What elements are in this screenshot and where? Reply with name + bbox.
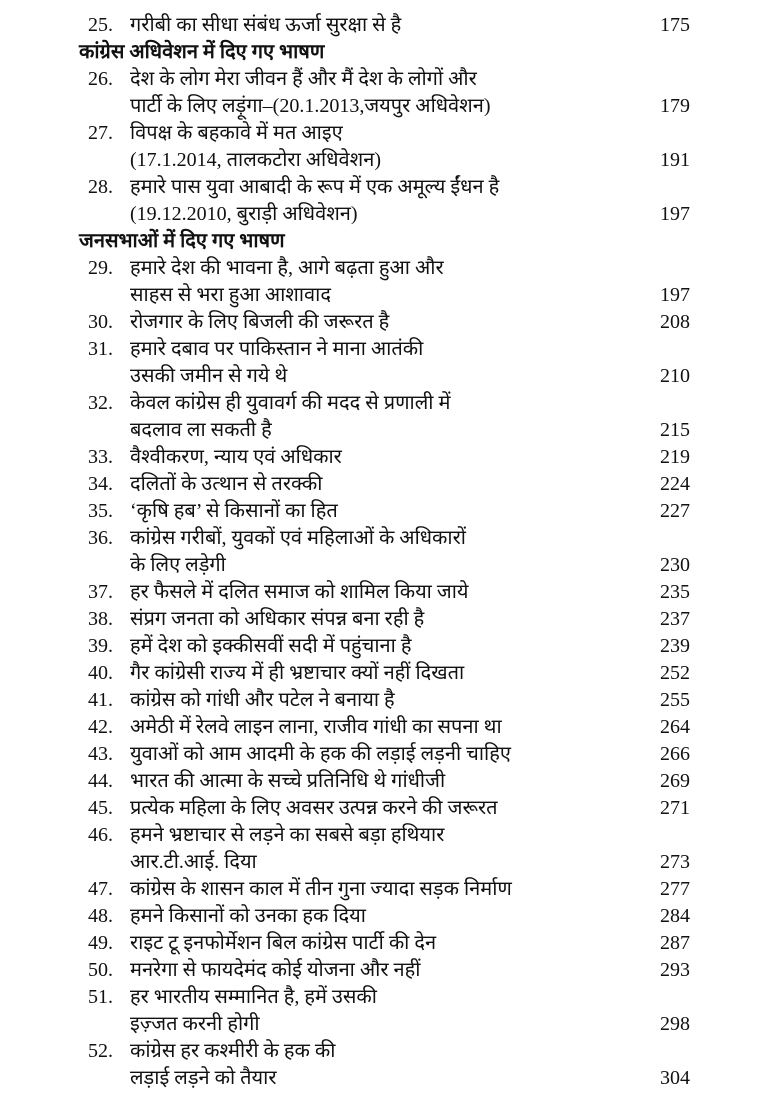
entry-title: हर फैसले में दलित समाज को शामिल किया जाये: [130, 581, 469, 603]
entry-page-number: 210: [660, 365, 690, 387]
entry-title: हर भारतीय सम्मानित है, हमें उसकी: [130, 986, 377, 1008]
entry-title: हमारे दबाव पर पाकिस्तान ने माना आतंकी: [130, 338, 424, 360]
toc-entry: [0, 606, 780, 633]
entry-page-number: 224: [660, 473, 690, 495]
entry-number: 32.: [88, 392, 113, 414]
section-heading: कांग्रेस अधिवेशन में दिए गए भाषण: [79, 41, 325, 63]
entry-page-number: 230: [660, 554, 690, 576]
entry-number: 29.: [88, 257, 113, 279]
toc-entry-continuation: [0, 93, 780, 120]
section-heading-row: [0, 39, 780, 66]
entry-title: बदलाव ला सकती है: [130, 419, 272, 441]
section-heading: जनसभाओं में दिए गए भाषण: [79, 230, 285, 252]
entry-page-number: 191: [660, 149, 690, 171]
toc-entry: [0, 444, 780, 471]
entry-number: 34.: [88, 473, 113, 495]
entry-page-number: 175: [660, 14, 690, 36]
entry-title: गरीबी का सीधा संबंध ऊर्जा सुरक्षा से है: [130, 14, 402, 36]
entry-title: कांग्रेस को गांधी और पटेल ने बनाया है: [130, 689, 395, 711]
toc-entry: [0, 1038, 780, 1065]
toc-entry-continuation: [0, 147, 780, 174]
toc-entry: [0, 903, 780, 930]
entry-number: 48.: [88, 905, 113, 927]
entry-page-number: 239: [660, 635, 690, 657]
entry-title: लड़ाई लड़ने को तैयार: [130, 1067, 277, 1089]
entry-number: 47.: [88, 878, 113, 900]
entry-title: (17.1.2014, तालकटोरा अधिवेशन): [130, 149, 382, 171]
entry-title: विपक्ष के बहकावे में मत आइए: [130, 122, 343, 144]
entry-number: 41.: [88, 689, 113, 711]
toc-entry-continuation: [0, 363, 780, 390]
entry-number: 38.: [88, 608, 113, 630]
entry-title: मनरेगा से फायदेमंद कोई योजना और नहीं: [130, 959, 421, 981]
toc-entry-continuation: [0, 1011, 780, 1038]
toc-entry: [0, 309, 780, 336]
entry-page-number: 287: [660, 932, 690, 954]
entry-page-number: 227: [660, 500, 690, 522]
toc-entry: [0, 930, 780, 957]
toc-entry: [0, 336, 780, 363]
table-of-contents: [0, 12, 780, 1092]
entry-number: 50.: [88, 959, 113, 981]
entry-number: 33.: [88, 446, 113, 468]
toc-entry-continuation: [0, 201, 780, 228]
entry-number: 37.: [88, 581, 113, 603]
toc-entry: [0, 876, 780, 903]
toc-entry: [0, 120, 780, 147]
entry-page-number: 271: [660, 797, 690, 819]
entry-number: 43.: [88, 743, 113, 765]
entry-title: हमारे देश की भावना है, आगे बढ़ता हुआ और: [130, 257, 444, 279]
entry-page-number: 252: [660, 662, 690, 684]
toc-entry: [0, 957, 780, 984]
toc-entry: [0, 633, 780, 660]
entry-page-number: 208: [660, 311, 690, 333]
toc-entry-continuation: [0, 1065, 780, 1092]
entry-page-number: 266: [660, 743, 690, 765]
entry-title: कांग्रेस हर कश्मीरी के हक की: [130, 1040, 336, 1062]
entry-number: 52.: [88, 1040, 113, 1062]
entry-number: 42.: [88, 716, 113, 738]
toc-entry-continuation: [0, 552, 780, 579]
entry-title: हमने भ्रष्टाचार से लड़ने का सबसे बड़ा हथियार: [130, 824, 445, 846]
toc-entry: [0, 822, 780, 849]
toc-entry: [0, 660, 780, 687]
entry-number: 30.: [88, 311, 113, 333]
entry-page-number: 273: [660, 851, 690, 873]
entry-title: केवल कांग्रेस ही युवावर्ग की मदद से प्रणाली में: [130, 392, 451, 414]
entry-number: 45.: [88, 797, 113, 819]
entry-title: वैश्वीकरण, न्याय एवं अधिकार: [130, 446, 342, 468]
entry-title: इज़्जत करनी होगी: [130, 1013, 260, 1035]
section-heading-row: [0, 228, 780, 255]
entry-page-number: 298: [660, 1013, 690, 1035]
toc-entry: [0, 390, 780, 417]
entry-number: 35.: [88, 500, 113, 522]
entry-title: साहस से भरा हुआ आशावाद: [130, 284, 331, 306]
entry-title: संप्रग जनता को अधिकार संपन्न बना रही है: [130, 608, 425, 630]
entry-page-number: 304: [660, 1067, 690, 1089]
toc-entry: [0, 795, 780, 822]
entry-number: 31.: [88, 338, 113, 360]
entry-title: प्रत्येक महिला के लिए अवसर उत्पन्न करने की जरूरत: [130, 797, 498, 819]
entry-title: अमेठी में रेलवे लाइन लाना, राजीव गांधी का सपना था: [130, 716, 502, 738]
entry-page-number: 219: [660, 446, 690, 468]
toc-entry: [0, 714, 780, 741]
toc-entry: [0, 768, 780, 795]
entry-page-number: 255: [660, 689, 690, 711]
entry-number: 28.: [88, 176, 113, 198]
entry-number: 26.: [88, 68, 113, 90]
entry-title: पार्टी के लिए लड़ूंगा–(20.1.2013,जयपुर अधिवेशन): [130, 95, 491, 117]
entry-title: हमने किसानों को उनका हक दिया: [130, 905, 366, 927]
entry-page-number: 179: [660, 95, 690, 117]
entry-title: हमें देश को इक्कीसवीं सदी में पहुंचाना है: [130, 635, 412, 657]
toc-entry: [0, 471, 780, 498]
entry-page-number: 197: [660, 203, 690, 225]
entry-title: कांग्रेस के शासन काल में तीन गुना ज्यादा सड़क निर्माण: [130, 878, 512, 900]
entry-page-number: 235: [660, 581, 690, 603]
entry-number: 51.: [88, 986, 113, 1008]
entry-title: ‘कृषि हब’ से किसानों का हित: [130, 500, 338, 522]
entry-title: कांग्रेस गरीबों, युवकों एवं महिलाओं के अधिकारों: [130, 527, 466, 549]
entry-page-number: 284: [660, 905, 690, 927]
entry-title: राइट टू इनफोर्मेशन बिल कांग्रेस पार्टी की देन: [130, 932, 437, 954]
toc-entry-continuation: [0, 417, 780, 444]
entry-page-number: 237: [660, 608, 690, 630]
toc-entry: [0, 12, 780, 39]
entry-title: हमारे पास युवा आबादी के रूप में एक अमूल्य ईंधन है: [130, 176, 500, 198]
toc-entry: [0, 687, 780, 714]
toc-entry: [0, 66, 780, 93]
entry-number: 27.: [88, 122, 113, 144]
toc-entry: [0, 525, 780, 552]
entry-number: 39.: [88, 635, 113, 657]
entry-title: गैर कांग्रेसी राज्य में ही भ्रष्टाचार क्यों नहीं दिखता: [130, 662, 465, 684]
entry-title: रोजगार के लिए बिजली की जरूरत है: [130, 311, 390, 333]
toc-entry: [0, 984, 780, 1011]
entry-number: 46.: [88, 824, 113, 846]
toc-entry: [0, 174, 780, 201]
toc-entry: [0, 741, 780, 768]
entry-page-number: 293: [660, 959, 690, 981]
entry-title: युवाओं को आम आदमी के हक की लड़ाई लड़नी चाहिए: [130, 743, 511, 765]
toc-entry: [0, 579, 780, 606]
entry-title: के लिए लड़ेगी: [130, 554, 226, 576]
toc-entry: [0, 498, 780, 525]
toc-entry-continuation: [0, 849, 780, 876]
entry-title: भारत की आत्मा के सच्चे प्रतिनिधि थे गांधीजी: [130, 770, 446, 792]
entry-title: आर.टी.आई. दिया: [130, 851, 257, 873]
entry-number: 40.: [88, 662, 113, 684]
entry-title: दलितों के उत्थान से तरक्की: [130, 473, 323, 495]
entry-page-number: 269: [660, 770, 690, 792]
toc-entry-continuation: [0, 282, 780, 309]
entry-title: उसकी जमीन से गये थे: [130, 365, 288, 387]
toc-entry: [0, 255, 780, 282]
entry-title: देश के लोग मेरा जीवन हैं और मैं देश के लोगों और: [130, 68, 477, 90]
entry-number: 36.: [88, 527, 113, 549]
entry-page-number: 197: [660, 284, 690, 306]
entry-page-number: 277: [660, 878, 690, 900]
entry-page-number: 215: [660, 419, 690, 441]
entry-number: 49.: [88, 932, 113, 954]
entry-title: (19.12.2010, बुराड़ी अधिवेशन): [130, 203, 358, 225]
entry-number: 44.: [88, 770, 113, 792]
entry-number: 25.: [88, 14, 113, 36]
entry-page-number: 264: [660, 716, 690, 738]
